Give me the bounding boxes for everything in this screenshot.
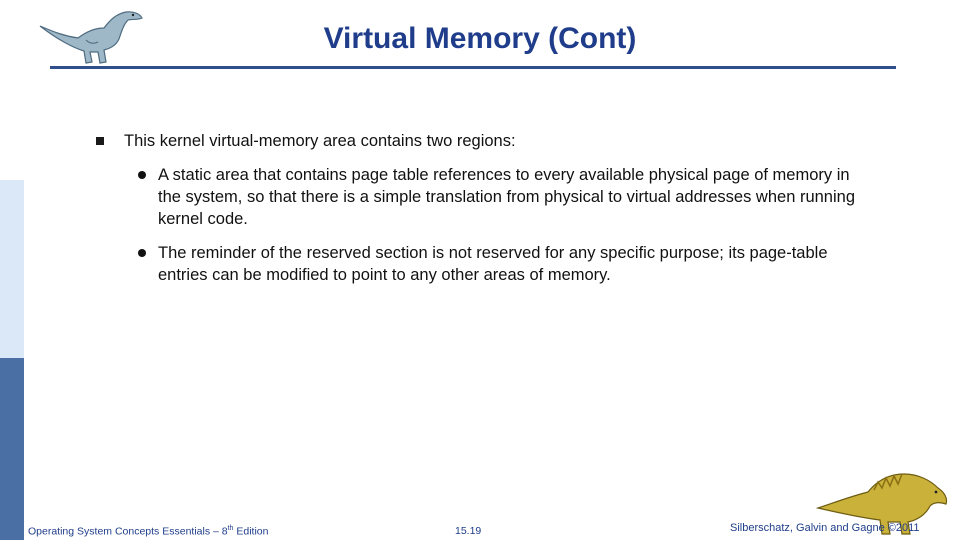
sub-bullet-text: A static area that contains page table references to every available physical page of memory in the system, so that there is a simple translation from physical to virtual addresses when running kernel code.	[158, 166, 855, 228]
footer-copyright: Silberschatz, Galvin and Gagne ©2011	[730, 522, 920, 534]
left-side-bar	[0, 0, 24, 540]
slide-content	[96, 130, 856, 286]
footer-book-title: Operating System Concepts Essentials – 8th Edition	[28, 525, 269, 538]
bullet-item	[96, 130, 856, 152]
footer-page-number: 15.19	[455, 525, 482, 537]
square-bullet-icon	[96, 137, 104, 145]
round-bullet-icon	[138, 249, 146, 257]
slide-title: Virtual Memory (Cont)	[323, 22, 637, 55]
sub-bullet-item	[130, 242, 856, 286]
dinosaur-icon	[34, 6, 146, 66]
side-bar-bottom-segment	[0, 358, 24, 540]
side-bar-top-segment	[0, 0, 24, 180]
round-bullet-icon	[138, 171, 146, 179]
sub-bullet-text: The reminder of the reserved section is not reserved for any specific purpose; its page-table entries can be modified to point to any other areas of memory.	[158, 244, 828, 284]
title-underline	[50, 66, 896, 69]
sub-bullet-item	[130, 164, 856, 230]
bullet-text: This kernel virtual-memory area contains two regions:	[124, 132, 516, 150]
side-bar-middle-segment	[0, 180, 24, 358]
